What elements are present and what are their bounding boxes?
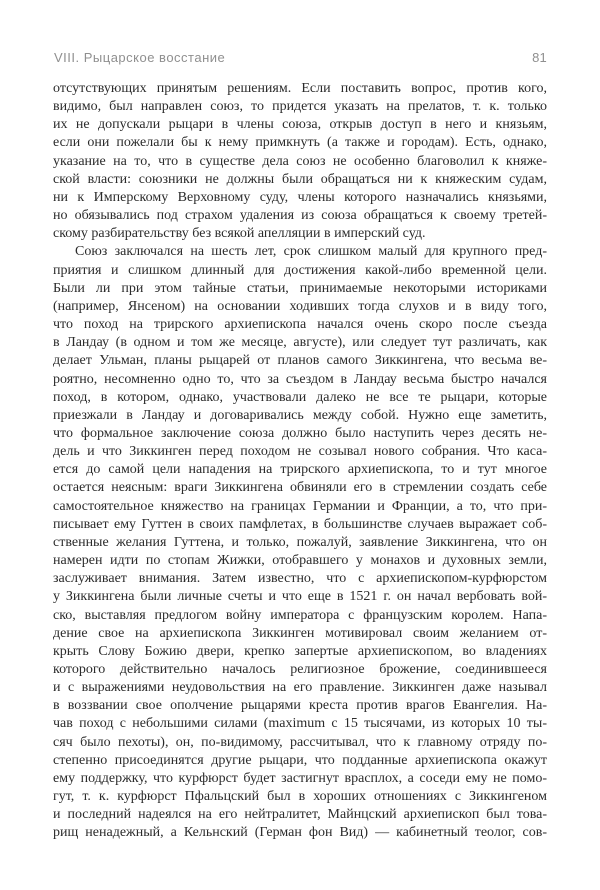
text-line: но обязывались под страхом удаления из союза обращаться к своему третей-: [53, 208, 547, 224]
text-line: (например, Янсеном) на основании ходивших тогда слухов и в виду того,: [53, 298, 547, 314]
text-line: крыть Слову Божию двери, крепко запертые архиепископом, во владениях: [53, 643, 547, 659]
text-line: гут, т. к. курфюрст Пфальцский был в хороших отношениях с Зиккингеном: [53, 789, 547, 805]
text-line: ской власти: союзники не должны были обращаться ни к княжеским судам,: [53, 171, 547, 187]
text-line: приятия и слишком длинный для достижения какой-либо временной цели.: [53, 262, 547, 278]
text-line: Союз заключался на шесть лет, срок слишком малый для крупного пред-: [75, 244, 547, 260]
text-line: заслуживает внимания. Затем известно, что с архиепископом-курфюрстом: [53, 571, 547, 587]
text-line: самостоятельное княжество на границах Германии и Франции, а то, что при-: [53, 498, 547, 514]
text-line: ско, выставляя предлогом войну императора с французским королем. Напа-: [53, 607, 547, 623]
text-line: намерен идти по стопам Жижки, отобравшего у монахов и духовных земли,: [53, 553, 547, 569]
text-line: если они пожелали бы к нему примкнуть (а также и городам). Есть, однако,: [53, 135, 547, 151]
text-block: [53, 80, 547, 843]
text-line: и последний надеялся на его нейтралитет, Майнцский архиепископ был това-: [53, 807, 547, 823]
text-line: что поход на трирского архиепископа начался очень скоро после съезда: [53, 317, 547, 333]
text-line: которого действительно началось религиозное брожение, соединившееся: [53, 662, 547, 677]
text-line: отсутствующих принятым решениям. Если поставить вопрос, против кого,: [53, 81, 547, 96]
text-line: ственные желания Гуттена, и только, пожалуй, заявление Зиккингена, что он: [53, 534, 547, 550]
text-line: остается неясным: враги Зиккингена обвиняли его в стремлении создать себе: [53, 480, 547, 496]
text-line: ется до самой цели нападения на трирского архиепископа, то и тут многое: [53, 462, 547, 478]
text-line: чав поход с небольшими силами (maximum с 15 тысячами, из которых 10 ты-: [53, 716, 547, 732]
text-line: скому разбирательству без всякой апелляции в имперский суд.: [53, 226, 426, 242]
running-header-title: VIII. Рыцарское восстание: [54, 50, 226, 65]
text-line: делает Ульман, планы рыцарей от планов самого Зиккингена, что весьма ве-: [53, 353, 547, 369]
text-line: ни к Имперскому Верховному суду, члены которого назначались князьями,: [53, 189, 547, 205]
text-line: дение свое на архиепископа Зиккинген мотивировал своим желанием от-: [53, 625, 547, 641]
text-line: рищ ненадежный, а Кельнский (Герман фон Вид) — кабинетный теолог, сов-: [53, 825, 547, 841]
text-line: степенно присоединятся другие рыцари, что подданные архиепископа окажут: [53, 752, 547, 768]
text-line: видимо, был направлен союз, то придется указать на прелатов, т. к. только: [53, 99, 547, 115]
text-line: ему поддержку, что курфюрст будет застигнут врасплох, а соседи ему не помо-: [53, 770, 547, 786]
running-header: [54, 50, 547, 65]
text-line: дель и что Зиккинген перед походом не созывал нового собрания. Что каса-: [53, 444, 547, 460]
text-line: сяч было пехоты), он, по-видимому, рассчитывал, что к главному отряду по-: [53, 734, 547, 750]
text-line: у Зиккингена были личные счеты и что еще в 1521 г. он начал вербовать вой-: [53, 589, 547, 605]
page-number: 81: [532, 50, 547, 65]
text-line: поход, в котором, однако, участвовали далеко не все те рыцари, которые: [53, 389, 547, 405]
text-line: писывает ему Гуттен в своих памфлетах, в большинстве случаев выражает соб-: [53, 516, 547, 532]
text-line: и с выражениями неудовольствия на его правление. Зиккинген даже называл: [53, 680, 547, 696]
text-line: Были ли при этом тайные статьи, принимаемые некоторыми историками: [53, 280, 547, 296]
text-line: приезжали в Ландау и договаривались между собой. Нужно еще заметить,: [53, 407, 547, 423]
text-line: их не допускали рыцари в члены союза, открыв доступ в него и князьям,: [53, 117, 547, 133]
text-line: в воззвании свое ополчение рыцарями креста против врагов Евангелия. На-: [53, 698, 547, 714]
text-line: в Ландау (в одном и том же месяце, августе), или следует тут различать, как: [53, 335, 547, 351]
text-line: роятно, несомненно одно то, что за съездом в Ландау весьма быстро начался: [53, 371, 547, 387]
text-line: что формальное заключение союза должно было наступить через десять не-: [53, 425, 547, 441]
text-line: указание на то, что в существе дела союз не особенно благоволил к княже-: [53, 153, 547, 169]
